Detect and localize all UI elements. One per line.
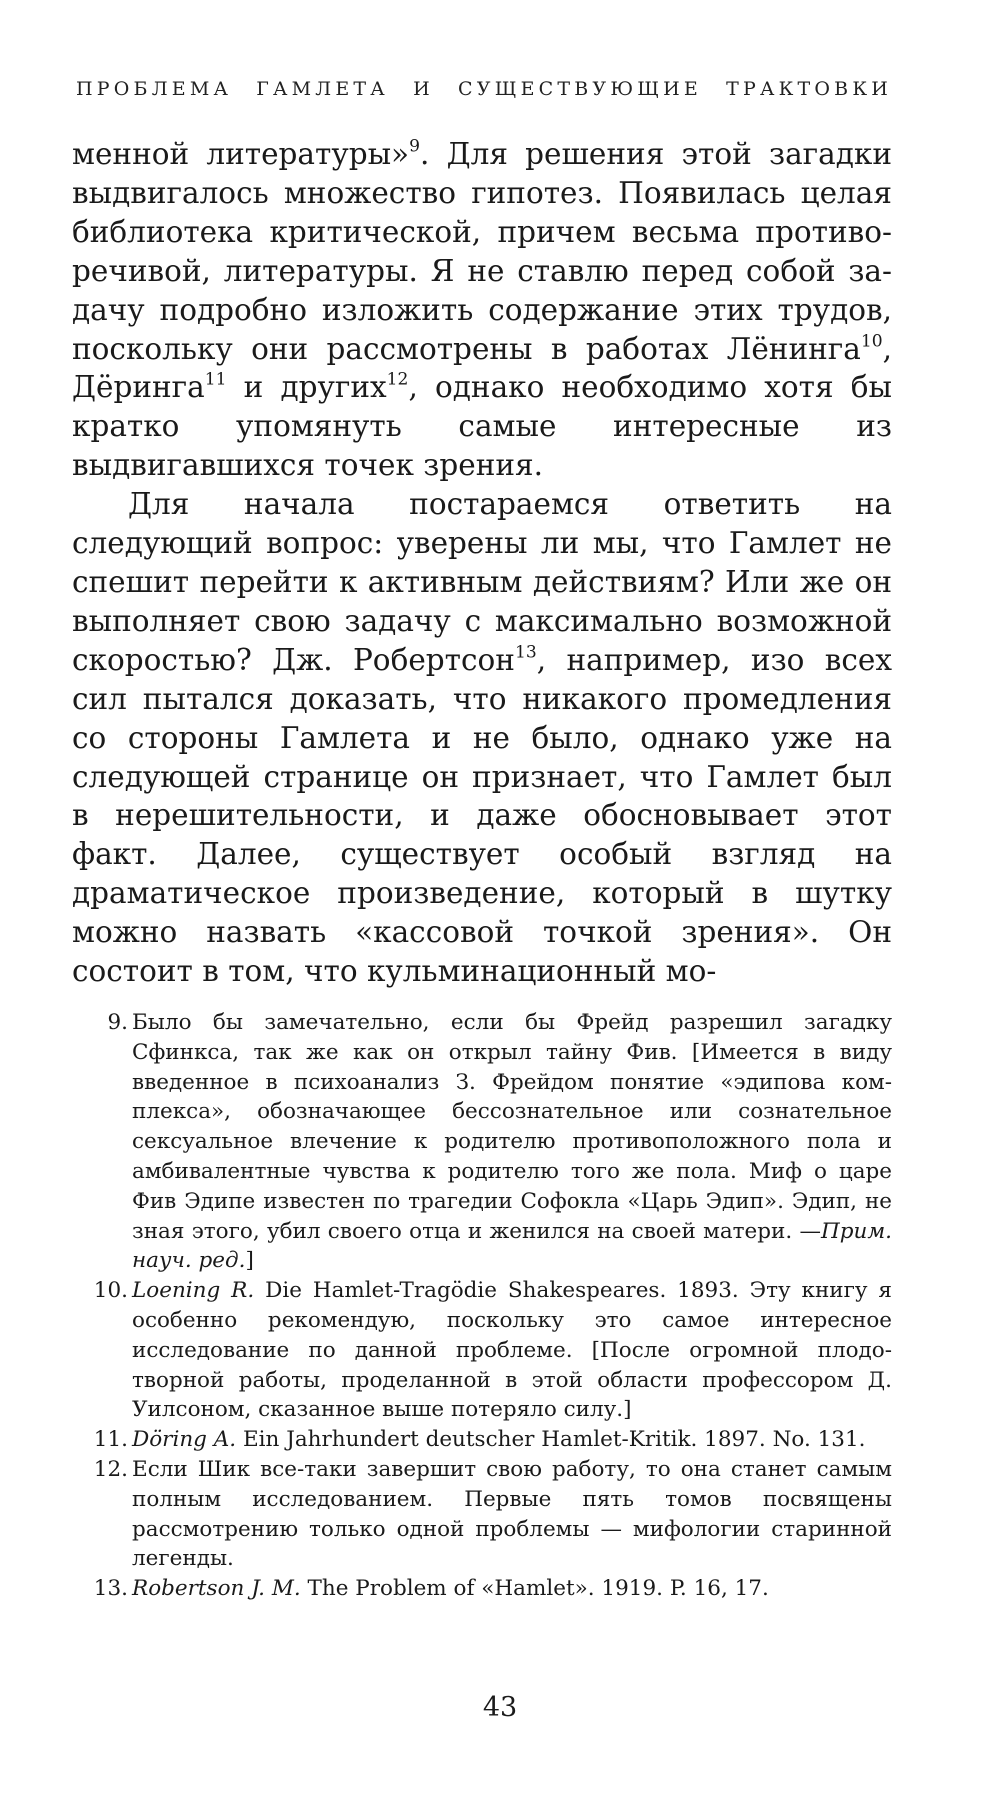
footnote-number: 13. [93,1576,128,1602]
footnote-ref-9[interactable]: 9 [409,136,420,157]
footnote-number: 11. [93,1427,128,1453]
footnote-text-after: ] [245,1248,254,1274]
footnote-text: Ein Jahrhundert deutscher Hamlet-Kritik. 1897. No. 131. [236,1427,866,1453]
page-number: 43 [482,1692,518,1723]
text-run: , например, изо всех сил пытался доказать, что никакого промедления со стороны Гамлета и не было, однако уже на следующей странице он признает, что Гамлет был в нерешительности, и даже обосновывает этот факт. Далее, существует особый взгляд на драматическое произведение, который в шутку можно назвать «кассовой точкой зрения». Он состоит в том, что кульминационный мо- [72,642,892,989]
footnote-11 [93,1425,892,1455]
text-run: , Дёринга [72,331,892,405]
footnote-number: 9. [107,1010,128,1035]
footnote-text: Если Шик все-таки завершит свою работу, то она станет самым полным исследованием. Первые пять томов посвящены рассмотрению только одной проблемы — мифологии старинной легенды. [132,1456,892,1572]
footnote-10 [93,1276,892,1425]
text-run: . Для решения этой загадки выдвигалось множество гипотез. Появилась целая библиотека критической, причем весьма противоречивой, литературы. Я не ставлю перед собой задачу подробно изложить содержание этих трудов, поскольку они рассмотрены в работах Лёнинга [72,137,892,366]
footnote-13 [93,1574,892,1604]
footnote-italic: Прим. науч. ред. [132,1218,892,1274]
footnote-author: Robertson J. M. [132,1576,301,1602]
footnote-number: 12. [93,1456,128,1482]
text-run: Для начала постараемся ответить на следующий вопрос: уверены ли мы, что Гамлет не спешит перейти к активным действиям? Или же он выполняет свою задачу с максимально возможной скоростью? Дж. Робертсон [72,487,892,677]
footnote-author: Loening R. [132,1278,255,1304]
footnote-text: Было бы замечательно, если бы Фрейд разрешил загадку Сфинкса, так же как он открыл тайну Фив. [Имеется в виду введенное в психоанализ З. Фрейдом понятие «эдипова комплекса», обозначающее бессознательное или сознательное сексуальное влечение к родителю противоположного пола и амбивалентные чувства к родителю того же пола. Миф о царе Фив Эдипе известен по трагедии Софокла «Царь Эдип». Эдип, не зная этого, убил своего отца и женился на своей матери. — [132,1010,892,1244]
footnote-author: Döring A. [132,1427,237,1453]
running-head: ПРОБЛЕМА ГАМЛЕТА И СУЩЕСТВУЮЩИЕ ТРАКТОВКИ [76,78,892,100]
footnote-ref-10[interactable]: 10 [860,331,883,352]
footnote-text: Die Hamlet-Tragödie Shakespeares. 1893. Эту книгу я особенно рекомендую, поскольку это самое интересное исследование по данной проблеме. [После огромной плодотворной работы, проделанной в этой области профессором Д. Уилсоном, сказанное выше потеряло силу.] [132,1278,892,1423]
footnote-12 [93,1455,892,1574]
footnote-ref-11[interactable]: 11 [204,370,227,391]
footnote-number: 10. [93,1278,128,1304]
footnotes [93,1008,892,1604]
footnote-9 [106,1008,892,1276]
text-run: , однако необходимо хотя бы кратко упомянуть самые интересные из выдвигавшихся точек зрения. [72,370,892,483]
footnote-ref-12[interactable]: 12 [386,370,409,391]
footnote-ref-13[interactable]: 13 [514,642,537,663]
footnote-text: The Problem of «Hamlet». 1919. P. 16, 17. [300,1576,769,1602]
text-run: и других [226,370,387,405]
paragraph-2 [72,485,892,991]
main-text [72,135,892,991]
text-run: менной литературы» [72,137,410,171]
paragraph-1 [72,135,892,485]
